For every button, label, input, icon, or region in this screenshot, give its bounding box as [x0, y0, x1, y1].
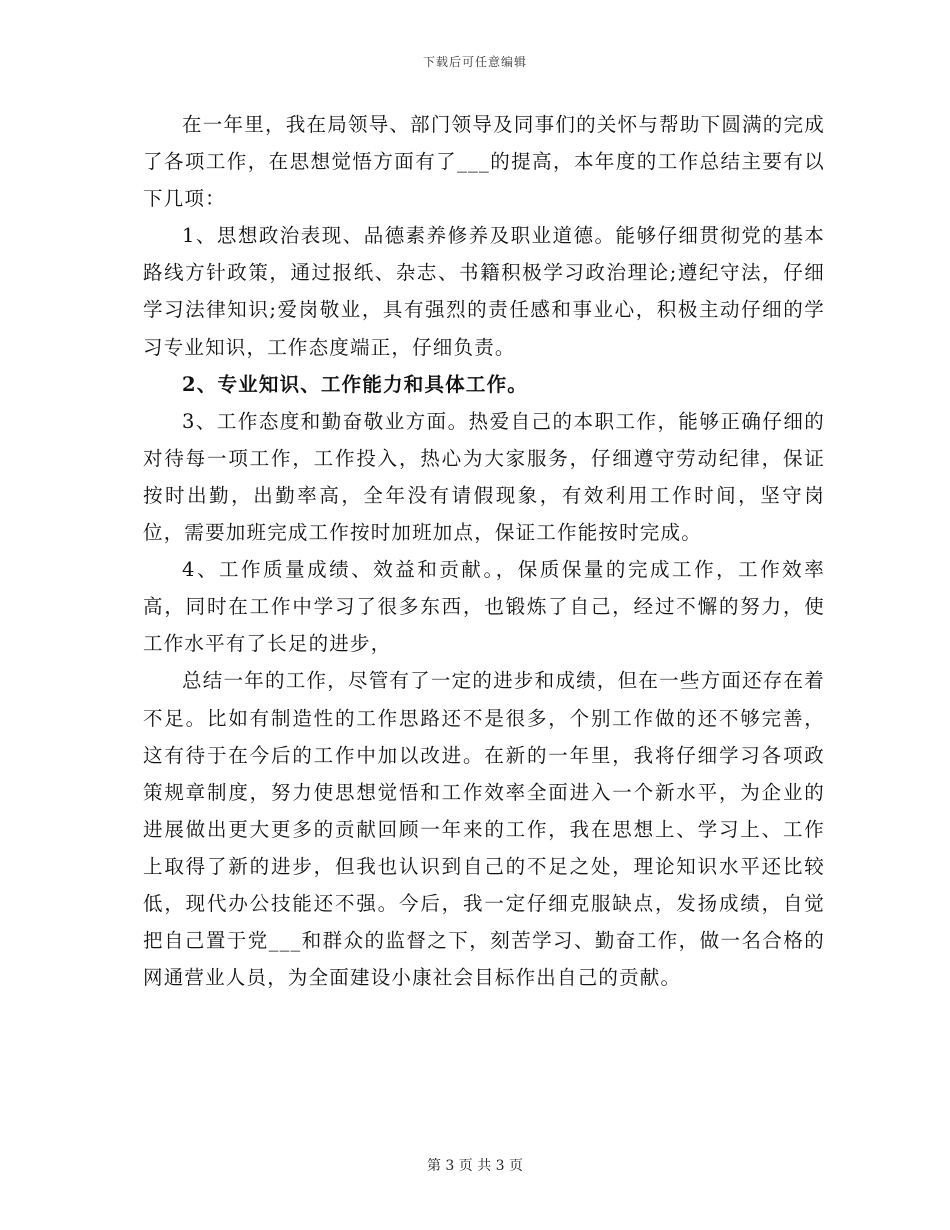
paragraph-professional-knowledge-heading: 2、专业知识、工作能力和具体工作。	[182, 372, 528, 396]
paragraph-intro: 在一年里，我在局领导、部门领导及同事们的关怀与帮助下圆满的完成了各项工作，在思想觉悟方面有了___的提高，本年度的工作总结主要有以下几项：	[143, 113, 825, 211]
paragraph-summary: 总结一年的工作，尽管有了一定的进步和成绩，但在一些方面还存在着不足。比如有制造性的工作思路还不是很多，个别工作做的还不够完善，这有待于在今后的工作中加以改进。在新的一年里，我将仔细学习各项政策规章制度，努力使思想觉悟和工作效率全面进入一个新水平，为企业的进展做出更大更多的贡献回顾一年来的工作，我在思想上、学习上、工作上取得了新的进步，但我也认识到自己的不足之处，理论知识水平还比较低，现代办公技能还不强。今后，我一定仔细克服缺点，发扬成绩，自觉把自己置于党___和群众的监督之下，刻苦学习、勤奋工作，做一名合格的网通营业人员，为全面建设小康社会目标作出自己的贡献。	[143, 669, 825, 990]
page-indicator: 第 3 页 共 3 页	[426, 1158, 524, 1174]
header-note: 下载后可任意编辑	[422, 55, 527, 69]
paragraph-work-attitude: 3、工作态度和勤奋敬业方面。热爱自己的本职工作，能够正确仔细的对待每一项工作，工作投入，热心为大家服务，仔细遵守劳动纪律，保证按时出勤，出勤率高，全年没有请假现象，有效利用工作时间，坚守岗位，需要加班完成工作按时加班加点，保证工作能按时完成。	[143, 409, 825, 545]
paragraph-political-conduct: 1、思想政治表现、品德素养修养及职业道德。能够仔细贯彻党的基本路线方针政策，通过报纸、杂志、书籍积极学习政治理论;遵纪守法，仔细学习法律知识;爱岗敬业，具有强烈的责任感和事业心，积极主动仔细的学习专业知识，工作态度端正，仔细负责。	[143, 224, 825, 359]
document-body	[143, 106, 825, 996]
paragraph-work-quality: 4、工作质量成绩、效益和贡献。，保质保量的完成工作，工作效率高，同时在工作中学习了很多东西，也锻炼了自己，经过不懈的努力，使工作水平有了长足的进步，	[143, 558, 825, 656]
